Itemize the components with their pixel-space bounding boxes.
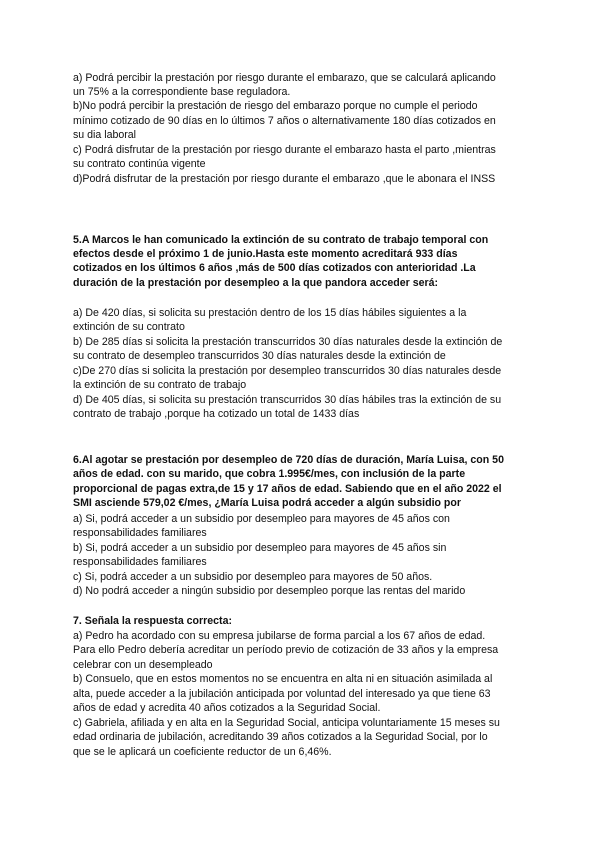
q4-option-b-line-1: b)No podrá percibir la prestación de riesgo del embarazo porque no cumple el periodo bbox=[73, 100, 478, 112]
q7-option-c-line-3: que se le aplicará un coeficiente reductor de un 6,46%. bbox=[73, 746, 332, 758]
q5-option-b-line-1: b) De 285 días si solicita la prestación transcurridos 30 días naturales desde la extinción de bbox=[73, 336, 503, 348]
q5-question-line-4: duración de la prestación por desempleo a la que pandora acceder será: bbox=[73, 277, 439, 289]
q5-option-b-line-2: su contrato de desempleo transcurridos 30 días naturales desde la extinción de bbox=[73, 350, 446, 362]
q6-option-b-line-2: responsabilidades familiares bbox=[73, 556, 207, 568]
q5-option-c-line-2: la extinción de su contrato de trabajo bbox=[73, 379, 247, 391]
q5-option-d-line-1: d) De 405 días, si solicita su prestación transcurridos 30 días hábiles tras la extinción de su bbox=[73, 394, 502, 406]
q6-question-line-4: SMI asciende 579,02 €/mes, ¿María Luisa podrá acceder a algún subsidio por bbox=[73, 497, 461, 509]
q5-option-a-line-2: extinción de su contrato bbox=[73, 321, 185, 333]
q6-option-b-line-1: b) Si, podrá acceder a un subsidio por desempleo para mayores de 45 años sin bbox=[73, 542, 447, 554]
q4-option-b-line-2: mínimo cotizado de 90 días en lo últimos 7 años o alternativamente 180 días cotizados en bbox=[73, 115, 496, 127]
q5-question-line-3: cotizados en los últimos 6 años ,más de 500 días cotizados con anterioridad .La bbox=[73, 262, 476, 274]
q7-option-a-line-3: celebrar con un desempleado bbox=[73, 659, 213, 671]
q4-option-d-line-1: d)Podrá disfrutar de la prestación por riesgo durante el embarazo ,que le abonara el INSS bbox=[73, 173, 496, 185]
q5-option-d-line-2: contrato de trabajo ,porque ha cotizado un total de 1433 días bbox=[73, 408, 360, 420]
q4-option-c-line-2: su contrato continúa vigente bbox=[73, 158, 206, 170]
q6-question-line-1: 6.Al agotar se prestación por desempleo de 720 días de duración, María Luisa, con 50 bbox=[73, 454, 504, 466]
q7-option-a-line-2: Para ello Pedro debería acreditar un período previo de cotización de 33 años y la empresa bbox=[73, 644, 499, 656]
q6-option-a-line-1: a) Si, podrá acceder a un subsidio por desempleo para mayores de 45 años con bbox=[73, 513, 450, 525]
q7-option-c-line-2: edad ordinaria de jubilación, acreditando 39 años cotizados a la Seguridad Social, por lo bbox=[73, 731, 488, 743]
q4-option-b-line-3: su dia laboral bbox=[73, 129, 137, 141]
q7-option-b-line-1: b) Consuelo, que en estos momentos no se encuentra en alta ni en situación asimilada al bbox=[73, 673, 493, 685]
q6-question-line-2: años de edad. con su marido, que cobra 1.995€/mes, con inclusión de la parte bbox=[73, 468, 466, 480]
q6-question-line-3: proporcional de pagas extra,de 15 y 17 años de edad. Sabiendo que en el año 2022 el bbox=[73, 483, 502, 495]
q7-question-line-1: 7. Señala la respuesta correcta: bbox=[73, 615, 232, 627]
q5-question-line-2: efectos desde el próximo 1 de junio.Hasta este momento acreditará 933 días bbox=[73, 248, 458, 260]
q5-option-c-line-1: c)De 270 días si solicita la prestación por desempleo transcurridos 30 días naturales desde bbox=[73, 365, 502, 377]
q5-question-line-1: 5.A Marcos le han comunicado la extinción de su contrato de trabajo temporal con bbox=[73, 234, 489, 246]
q4-option-a-line-2: un 75% a la correspondiente base reguladora. bbox=[73, 86, 291, 98]
q5-option-a-line-1: a) De 420 días, si solicita su prestación dentro de los 15 días hábiles siguientes a la bbox=[73, 307, 467, 319]
q4-option-a-line-1: a) Podrá percibir la prestación por riesgo durante el embarazo, que se calculará aplicando bbox=[73, 72, 496, 84]
q7-option-a-line-1: a) Pedro ha acordado con su empresa jubilarse de forma parcial a los 67 años de edad. bbox=[73, 630, 486, 642]
q7-option-b-line-3: años de edad y acredita 40 años cotizados a la Seguridad Social. bbox=[73, 702, 381, 714]
q7-option-c-line-1: c) Gabriela, afiliada y en alta en la Seguridad Social, anticipa voluntariamente 15 meses su bbox=[73, 717, 500, 729]
q7-option-b-line-2: alta, puede acceder a la jubilación anticipada por voluntad del interesado ya que tiene 63 bbox=[73, 688, 491, 700]
q6-option-d-line-1: d) No podrá acceder a ningún subsidio por desempleo porque las rentas del marido bbox=[73, 585, 466, 597]
q6-option-c-line-1: c) Si, podrá acceder a un subsidio por desempleo para mayores de 50 años. bbox=[73, 571, 433, 583]
q4-option-c-line-1: c) Podrá disfrutar de la prestación por riesgo durante el embarazo hasta el parto ,mientras bbox=[73, 144, 496, 156]
q6-option-a-line-2: responsabilidades familiares bbox=[73, 527, 207, 539]
